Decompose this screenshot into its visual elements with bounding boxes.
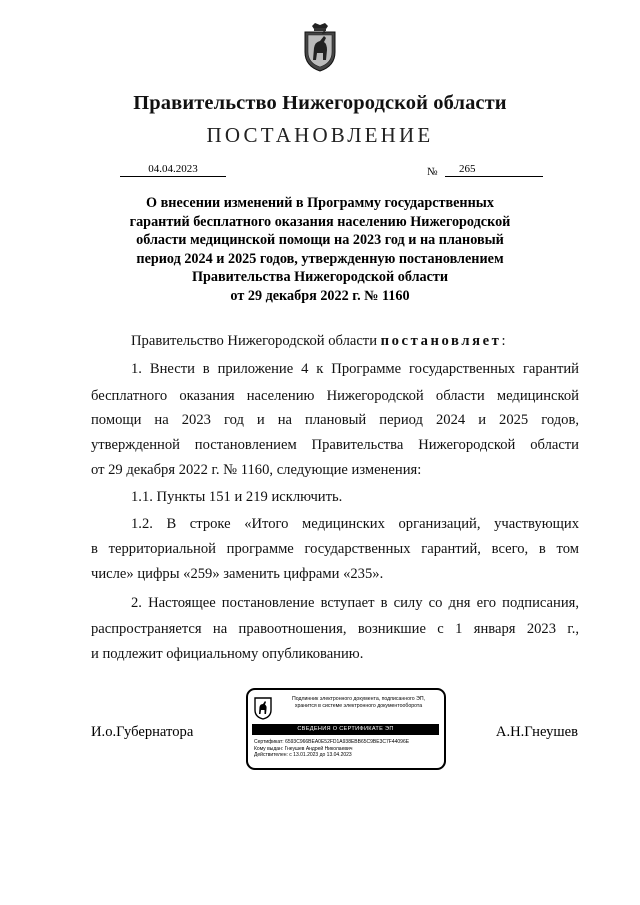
preamble-text: Правительство Нижегородской области [131,333,381,349]
paragraph-1-line: от 29 декабря 2022 г. № 1160, следующие изменения: [91,462,422,478]
paragraph-1-1: 1.1. Пункты 151 и 219 исключить. [131,489,343,505]
coat-of-arms-small-icon [254,696,272,720]
signatory-position: И.о.Губернатора [91,724,194,740]
paragraph-1-2-line: в территориальной программе государственных гарантий, всего, в том [91,541,579,557]
paragraph-1-line: бесплатного оказания населению Нижегородской области медицинской [91,388,579,404]
document-type: ПОСТАНОВЛЕНИЕ [206,123,434,147]
paragraph-1-line: помощи на 2023 год и на плановый период 2024 и 2025 годов, [91,412,579,428]
number-sign: № [427,166,438,178]
stamp-certificate-heading: СВЕДЕНИЯ О СЕРТИФИКАТЕ ЭП [252,724,439,735]
paragraph-1-2-line: числе» цифры «259» заменить цифрами «235». [91,566,384,582]
preamble-decree-word: постановляет [380,333,502,349]
stamp-certificate-validity: Действителен: с 13.01.2023 до 13.04.2023 [254,752,352,759]
document-title [0,194,640,305]
paragraph-1-line: 1. Внести в приложение 4 к Программе государственных гарантий [131,361,579,377]
title-line: от 29 декабря 2022 г. № 1160 [230,287,410,304]
stamp-certificate-owner: Кому выдан: Гнеушев Андрей Николаевич [254,745,353,752]
preamble-colon: : [501,333,506,349]
paragraph-1-2-line: 1.2. В строке «Итого медицинских организаций, участвующих [131,516,579,532]
signatory-name: А.Н.Гнеушев [495,724,578,740]
document-date: 04.04.2023 [120,163,226,177]
paragraph-2-line: и подлежит официальному опубликованию. [91,646,364,662]
title-line: области медицинской помощи на 2023 год и на плановый [136,232,504,248]
title-line: период 2024 и 2025 годов, утвержденную постановлением [136,250,504,267]
stamp-header-line: Подлинник электронного документа, подписанного ЭП, [291,696,425,702]
preamble [131,332,579,350]
stamp-header-line: хранится в системе электронного документооборота [294,702,423,709]
document-number: 265 [445,163,543,177]
title-line: гарантий бесплатного оказания населению Нижегородской [129,213,511,230]
nizhny-novgorod-coat-of-arms-icon [302,22,338,72]
paragraph-2-line: 2. Настоящее постановление вступает в силу со дня его подписания, [131,595,579,611]
paragraph-1-line: утвержденной постановлением Правительства Нижегородской области [91,437,579,453]
stamp-header [276,696,441,709]
organization-title: Правительство Нижегородской области [133,92,507,114]
title-line: Правительства Нижегородской области [191,269,449,285]
paragraph-2-line: распространяется на правоотношения, возникшие с 1 января 2023 г., [91,621,579,637]
stamp-certificate-serial: Сертификат: 6593C966BEA0E52FD1A938EBB65C9BE3C7F44096E [254,739,410,745]
title-line: О внесении изменений в Программу государственных [146,195,494,211]
electronic-signature-stamp [246,688,446,770]
stamp-certificate-details [254,739,442,759]
